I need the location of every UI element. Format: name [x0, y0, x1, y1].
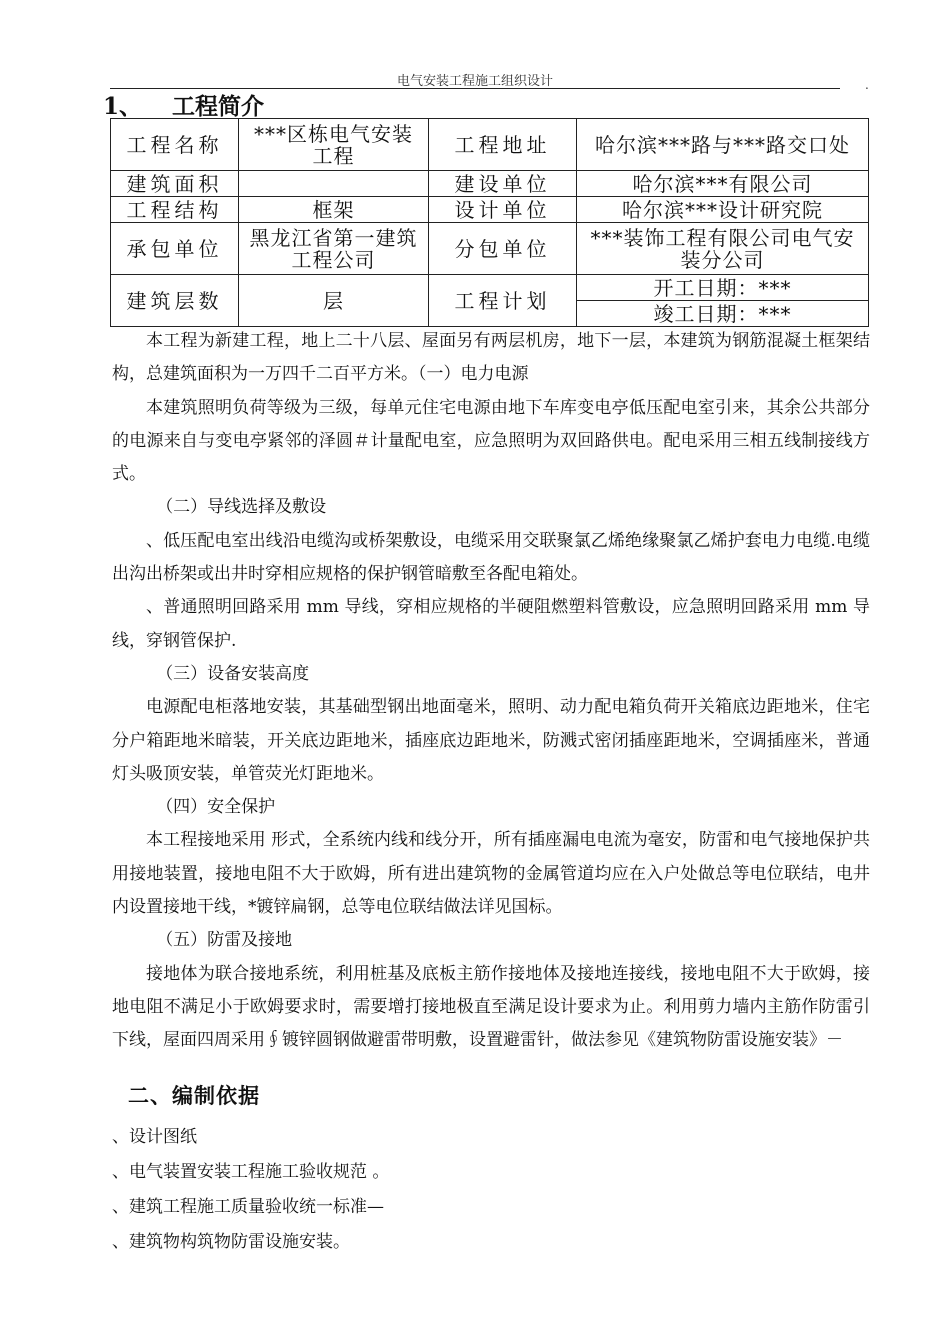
table-cell-label: 建筑面积: [111, 171, 239, 197]
list-item: 、电气装置安装工程施工验收规范 。: [112, 1162, 390, 1182]
header-mark: .: [865, 78, 869, 92]
subheading-install-height: （三）设备安装高度: [156, 663, 310, 684]
list-item: 、建筑物构筑物防雷设施安装。: [112, 1232, 350, 1252]
list-item: 、设计图纸: [112, 1127, 197, 1147]
list-item: 、建筑工程施工质量验收统一标准—: [112, 1197, 384, 1217]
section-1-heading: [103, 94, 264, 120]
paragraph-safety: 本工程接地采用 形式，全系统内线和线分开，所有插座漏电电流为毫安，防雷和电气接地保护共用接地装置，接地电阻不大于欧姆，所有进出建筑物的金属管道均应在入户处做总等电位联结，电井内设置接地干线，*镀锌扁钢，总等电位联结做法详见国标。: [112, 830, 870, 918]
table-cell-value: [239, 171, 429, 197]
table-cell-label: 建筑层数: [111, 275, 239, 327]
table-cell-start-date: 开工日期：***: [577, 275, 869, 301]
section-1-title: 工程简介: [172, 93, 265, 120]
body-text: [112, 325, 870, 1058]
subheading-wiring: （二）导线选择及敷设: [156, 497, 327, 518]
table-cell-label: 工程计划: [429, 275, 577, 327]
table-cell-label: 工程名称: [111, 119, 239, 171]
paragraph-cable-routing: 、低压配电室出线沿电缆沟或桥架敷设，电缆采用交联聚氯乙烯绝缘聚氯乙烯护套电力电缆.电缆出沟出桥架或出井时穿相应规格的保护钢管暗敷至各配电箱处。: [112, 530, 870, 585]
page-header-title: 电气安装工程施工组织设计: [396, 74, 553, 89]
table-cell-value: 层: [239, 275, 429, 327]
paragraph-lightning: 接地体为联合接地系统，利用桩基及底板主筋作接地体及接地连接线，接地电阻不大于欧姆，接地电阻不满足小于欧姆要求时，需要增打接地极直至满足设计要求为止。利用剪力墙内主筋作防雷引下线，屋面四周采用∮镀锌圆钢做避雷带明敷，设置避雷针，做法参见《建筑物防雷设施安装》－: [112, 963, 870, 1051]
table-cell-value: 黑龙江省第一建筑工程公司: [239, 223, 429, 275]
paragraph-overview: 本工程为新建工程，地上二十八层、屋面另有两层机房，地下一层，本建筑为钢筋混凝土框架结构，总建筑面积为一万四千二百平方米。（一）电力电源: [112, 331, 870, 385]
table-cell-label: 工程结构: [111, 197, 239, 223]
table-row: [111, 275, 869, 301]
paragraph-lighting-circuits: 、普通照明回路采用 mm 导线，穿相应规格的半硬阻燃塑料管敷设，应急照明回路采用 mm 导线，穿钢管保护.: [112, 597, 870, 651]
table-cell-value: 哈尔滨***设计研究院: [577, 197, 869, 223]
table-cell-label: 建设单位: [429, 171, 577, 197]
table-row: [111, 197, 869, 223]
table-cell-value: 哈尔滨***路与***路交口处: [577, 119, 869, 171]
header-divider: [110, 88, 840, 89]
table-row: [111, 119, 869, 171]
table-cell-value: ***装饰工程有限公司电气安装分公司: [577, 223, 869, 275]
table-cell-value: 框架: [239, 197, 429, 223]
table-cell-value: ***区栋电气安装工程: [239, 119, 429, 171]
section-2-heading: 二、编制依据: [128, 1083, 260, 1108]
table-cell-label: 承包单位: [111, 223, 239, 275]
section-1-number: 1、: [103, 93, 143, 120]
table-cell-label: 工程地址: [429, 119, 577, 171]
table-row: [111, 171, 869, 197]
paragraph-install-height: 电源配电柜落地安装，其基础型钢出地面毫米，照明、动力配电箱负荷开关箱底边距地米，住宅分户箱距地米暗装，开关底边距地米，插座底边距地米，防溅式密闭插座距地米，空调插座米，普通灯头吸顶安装，单管荧光灯距地米。: [112, 697, 870, 784]
table-cell-label: 分包单位: [429, 223, 577, 275]
project-info-table: [110, 118, 869, 327]
table-cell-value: 哈尔滨***有限公司: [577, 171, 869, 197]
table-cell-end-date: 竣工日期：***: [577, 301, 869, 327]
subheading-safety: （四）安全保护: [156, 797, 276, 818]
basis-list: [112, 1120, 389, 1260]
subheading-lightning: （五）防雷及接地: [156, 930, 293, 951]
table-cell-label: 设计单位: [429, 197, 577, 223]
paragraph-power-supply: 本建筑照明负荷等级为三级，每单元住宅电源由地下车库变电亭低压配电室引来，其余公共部分的电源来自与变电亭紧邻的泽圆＃计量配电室，应急照明为双回路供电。配电采用三相五线制接线方式。: [112, 397, 870, 485]
table-row: [111, 223, 869, 275]
